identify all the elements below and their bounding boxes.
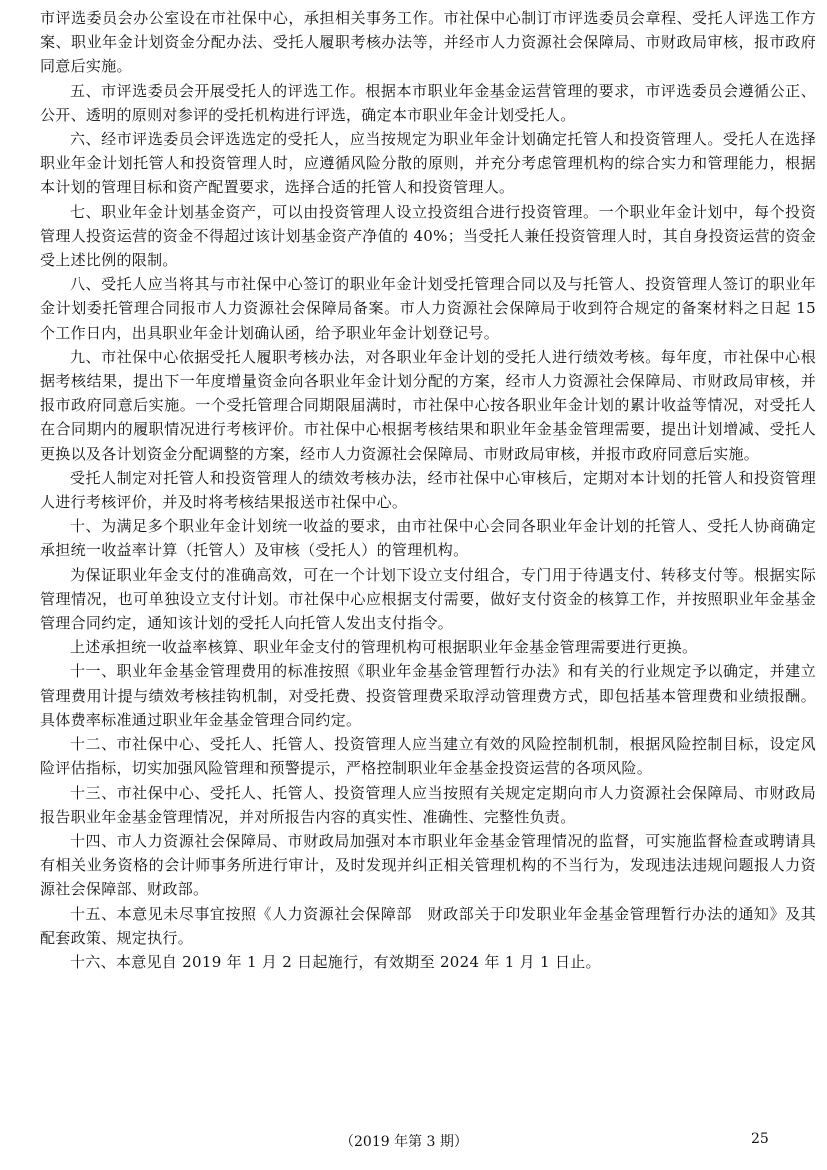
paragraph-4: 七、职业年金计划基金资产，可以由投资管理人设立投资组合进行投资管理。一个职业年金计划中，每个投资管理人投资运营的资金不得超过该计划基金资产净值的 40%；当受托人兼任投资管理人时，其自身投资运营的资金受上述比例的限制。 [40, 202, 816, 270]
paragraph-10: 上述承担统一收益率核算、职业年金支付的管理机构可根据职业年金基金管理需要进行更换。 [70, 638, 698, 657]
paragraph-5: 八、受托人应当将其与市社保中心签订的职业年金计划受托管理合同以及与托管人、投资管理人签订的职业年金计划委托管理合同报市人力资源社会保障局备案。市人力资源社会保障局于收到符合规定的备案材料之日起 15 个工作日内，出具职业年金计划确认函，给予职业年金计划登记号。 [40, 275, 816, 342]
paragraph-13: 十三、市社保中心、受托人、托管人、投资管理人应当按照有关规定定期向市人力资源社会保障局、市财政局报告职业年金基金管理情况，并对所报告内容的真实性、准确性、完整性负责。 [40, 783, 816, 826]
paragraph-7: 受托人制定对托管人和投资管理人的绩效考核办法，经市社保中心审核后，定期对本计划的托管人和投资管理人进行考核评价，并及时将考核结果报送市社保中心。 [40, 468, 816, 512]
paragraph-3: 六、经市评选委员会评选选定的受托人，应当按规定为职业年金计划确定托管人和投资管理人。受托人在选择职业年金计划托管人和投资管理人时，应遵循风险分散的原则，并充分考虑管理机构的综合实力和管理能力，根据本计划的管理目标和资产配置要求，选择合适的托管人和投资管理人。 [40, 130, 816, 197]
paragraph-15: 十五、本意见未尽事宜按照《人力资源社会保障部 财政部关于印发职业年金基金管理暂行办法的通知》及其配套政策、规定执行。 [40, 904, 816, 947]
paragraph-2: 五、市评选委员会开展受托人的评选工作。根据本市职业年金基金运营管理的要求，市评选委员会遵循公正、公开、透明的原则对参评的受托机构进行评选，确定本市职业年金计划受托人。 [40, 81, 816, 124]
page-number: 25 [751, 1131, 769, 1147]
issue-label: （2019 年第 3 期） [340, 1134, 468, 1150]
paragraph-8: 十、为满足多个职业年金计划统一收益的要求，由市社保中心会同各职业年金计划的托管人、受托人协商确定承担统一收益率计算（托管人）及审核（受托人）的管理机构。 [40, 517, 816, 560]
paragraph-6: 九、市社保中心依据受托人履职考核办法，对各职业年金计划的受托人进行绩效考核。每年度，市社保中心根据考核结果，提出下一年度增量资金向各职业年金计划分配的方案，经市人力资源社会保障局、市财政局审核，并报市政府同意后实施。一个受托管理合同期限届满时，市社保中心按各职业年金计划的累计收益等情况，对受托人在合同期内的履职情况进行考核评价。市社保中心根据考核结果和职业年金基金管理需要，提出计划增减、受托人更换以及各计划资金分配调整的方案，经市人力资源社会保障局、市财政局审核，并报市政府同意后实施。 [40, 347, 816, 463]
paragraph-9: 为保证职业年金支付的准确高效，可在一个计划下设立支付组合，专门用于待遇支付、转移支付等。根据实际管理情况，也可单独设立支付计划。市社保中心应根据支付需要，做好支付资金的核算工作，并按照职业年金基金管理合同约定，通知该计划的受托人向托管人发出支付指令。 [40, 565, 816, 633]
paragraph-12: 十二、市社保中心、受托人、托管人、投资管理人应当建立有效的风险控制机制，根据风险控制目标，设定风险评估指标，切实加强风险管理和预警提示，严格控制职业年金基金投资运营的各项风险。 [40, 735, 816, 778]
document-body [40, 6, 816, 974]
paragraph-16: 十六、本意见自 2019 年 1 月 2 日起施行，有效期至 2024 年 1 月 1 日止。 [70, 952, 601, 971]
paragraph-11: 十一、职业年金基金管理费用的标准按照《职业年金基金管理暂行办法》和有关的行业规定予以确定，并建立管理费用计提与绩效考核挂钩机制，对受托费、投资管理费采取浮动管理费方式，即包括基本管理费和业绩报酬。具体费率标准通过职业年金基金管理合同约定。 [40, 662, 816, 729]
paragraph-14: 十四、市人力资源社会保障局、市财政局加强对本市职业年金基金管理情况的监督，可实施监督检查或聘请具有相关业务资格的会计师事务所进行审计，及时发现并纠正相关管理机构的不当行为，发现违法违规问题报人力资源社会保障部、财政部。 [40, 831, 816, 899]
paragraph-1: 市评选委员会办公室设在市社保中心，承担相关事务工作。市社保中心制订市评选委员会章程、受托人评选工作方案、职业年金计划资金分配办法、受托人履职考核办法等，并经市人力资源社会保障局、市财政局审核，报市政府同意后实施。 [40, 9, 816, 76]
page-footer [0, 1131, 827, 1151]
